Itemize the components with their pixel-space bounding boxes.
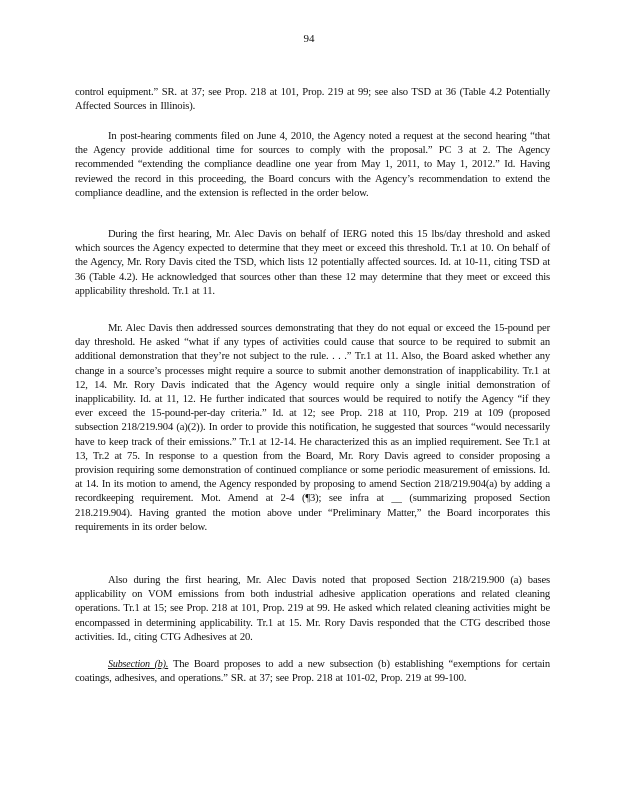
paragraph-text: During the first hearing, Mr. Alec Davis on behalf of IERG noted this 15 lbs/day threshold and asked which sources the Agency expected to determine that they meet or exceed this threshold. Tr.1 at 10. On behalf of the Agency, Mr. Rory Davis cited the TSD, which lists 12 potentially affected sources. Id. at 10-11, citing TSD at 36 (Table 4.2). He acknowledged that sources other than these 12 may determine that they meet or exceed this applicability threshold. Tr.1 at 11. [75, 229, 550, 297]
paragraph-text: control equipment.” SR. at 37; see Prop. 218 at 101, Prop. 219 at 99; see also TSD at 36 (Table 4.2 Potentially Affected Sources in Illinois). [75, 87, 550, 113]
paragraph-subsection-b [75, 658, 550, 686]
subsection-heading: Subsection (b). [108, 659, 169, 670]
paragraph-text: In post-hearing comments filed on June 4, 2010, the Agency noted a request at the second hearing “that the Agency provide additional time for sources to comply with the proposal.” PC 3 at 2. The Agency recommended “extending the compliance deadline one year from May 1, 2011, to May 1, 2012.” Id. Having reviewed the record in this proceeding, the Board concurs with the Agency’s recommendation to extend the compliance deadline, and the extension is reflected in the order below. [75, 131, 550, 199]
page-number: 94 [303, 33, 315, 45]
paragraph-text: The Board proposes to add a new subsection (b) establishing “exemptions for certain coatings, adhesives, and operations.” SR. at 37; see Prop. 218 at 101-02, Prop. 219 at 99-100. [75, 659, 550, 685]
paragraph-cleaning-operations [75, 574, 550, 645]
paragraph-post-hearing-comments [75, 130, 550, 201]
paragraph-text: Mr. Alec Davis then addressed sources demonstrating that they do not equal or exceed the 15-pound per day threshold. He asked “what if any types of activities could cause that source to be required to submit an additional demonstration that they’re not subject to the rule. . . .” Tr.1 at 11. Also, the Board asked whether any change in a source’s processes might require a source to submit another demonstration of inapplicability. Tr.1 at 12, 14. Mr. Rory Davis indicated that the Agency would require only a single initial demonstration of inapplicability. Id. at 11, 12. He further indicated that sources would be required to notify the Agency “if they ever exceed the 15-pound-per-day criteria.” Id. at 12; see Prop. 218 at 110, Prop. 219 at 109 (proposed subsection 218/219.904 (a)(2)). In order to provide this notification, he suggested that sources “would necessarily have to keep track of their emissions.” Tr.1 at 12-14. He characterized this as an implied requirement. See Tr.1 at 13, Tr.2 at 75. In response to a question from the Board, Mr. Rory Davis agreed to consider proposing a provision requiring some demonstration of continued compliance or some periodic measurement of emissions. Id. at 14. In its motion to amend, the Agency responded by proposing to amend Section 218/219.904(a) by adding a recordkeeping requirement. Mot. Amend at 2-4 (¶3); see infra at __ (summarizing proposed Section 218.219.904). Having granted the motion above under “Preliminary Matter,” the Board incorporates this requirements in its order below. [75, 323, 550, 533]
paragraph-demonstration [75, 322, 550, 535]
paragraph-first-hearing [75, 228, 550, 299]
paragraph-continuation [75, 86, 550, 114]
paragraph-text: Also during the first hearing, Mr. Alec Davis noted that proposed Section 218/219.900 (a) bases applicability on VOM emissions from both industrial adhesive application operations and related cleaning operations. Tr.1 at 15; see Prop. 218 at 101, Prop. 219 at 99. He asked which related cleaning activities might be encompassed in determining applicability. Tr.1 at 15. Mr. Rory Davis responded that the CTG described those activities. Id., citing CTG Adhesives at 20. [75, 575, 550, 643]
